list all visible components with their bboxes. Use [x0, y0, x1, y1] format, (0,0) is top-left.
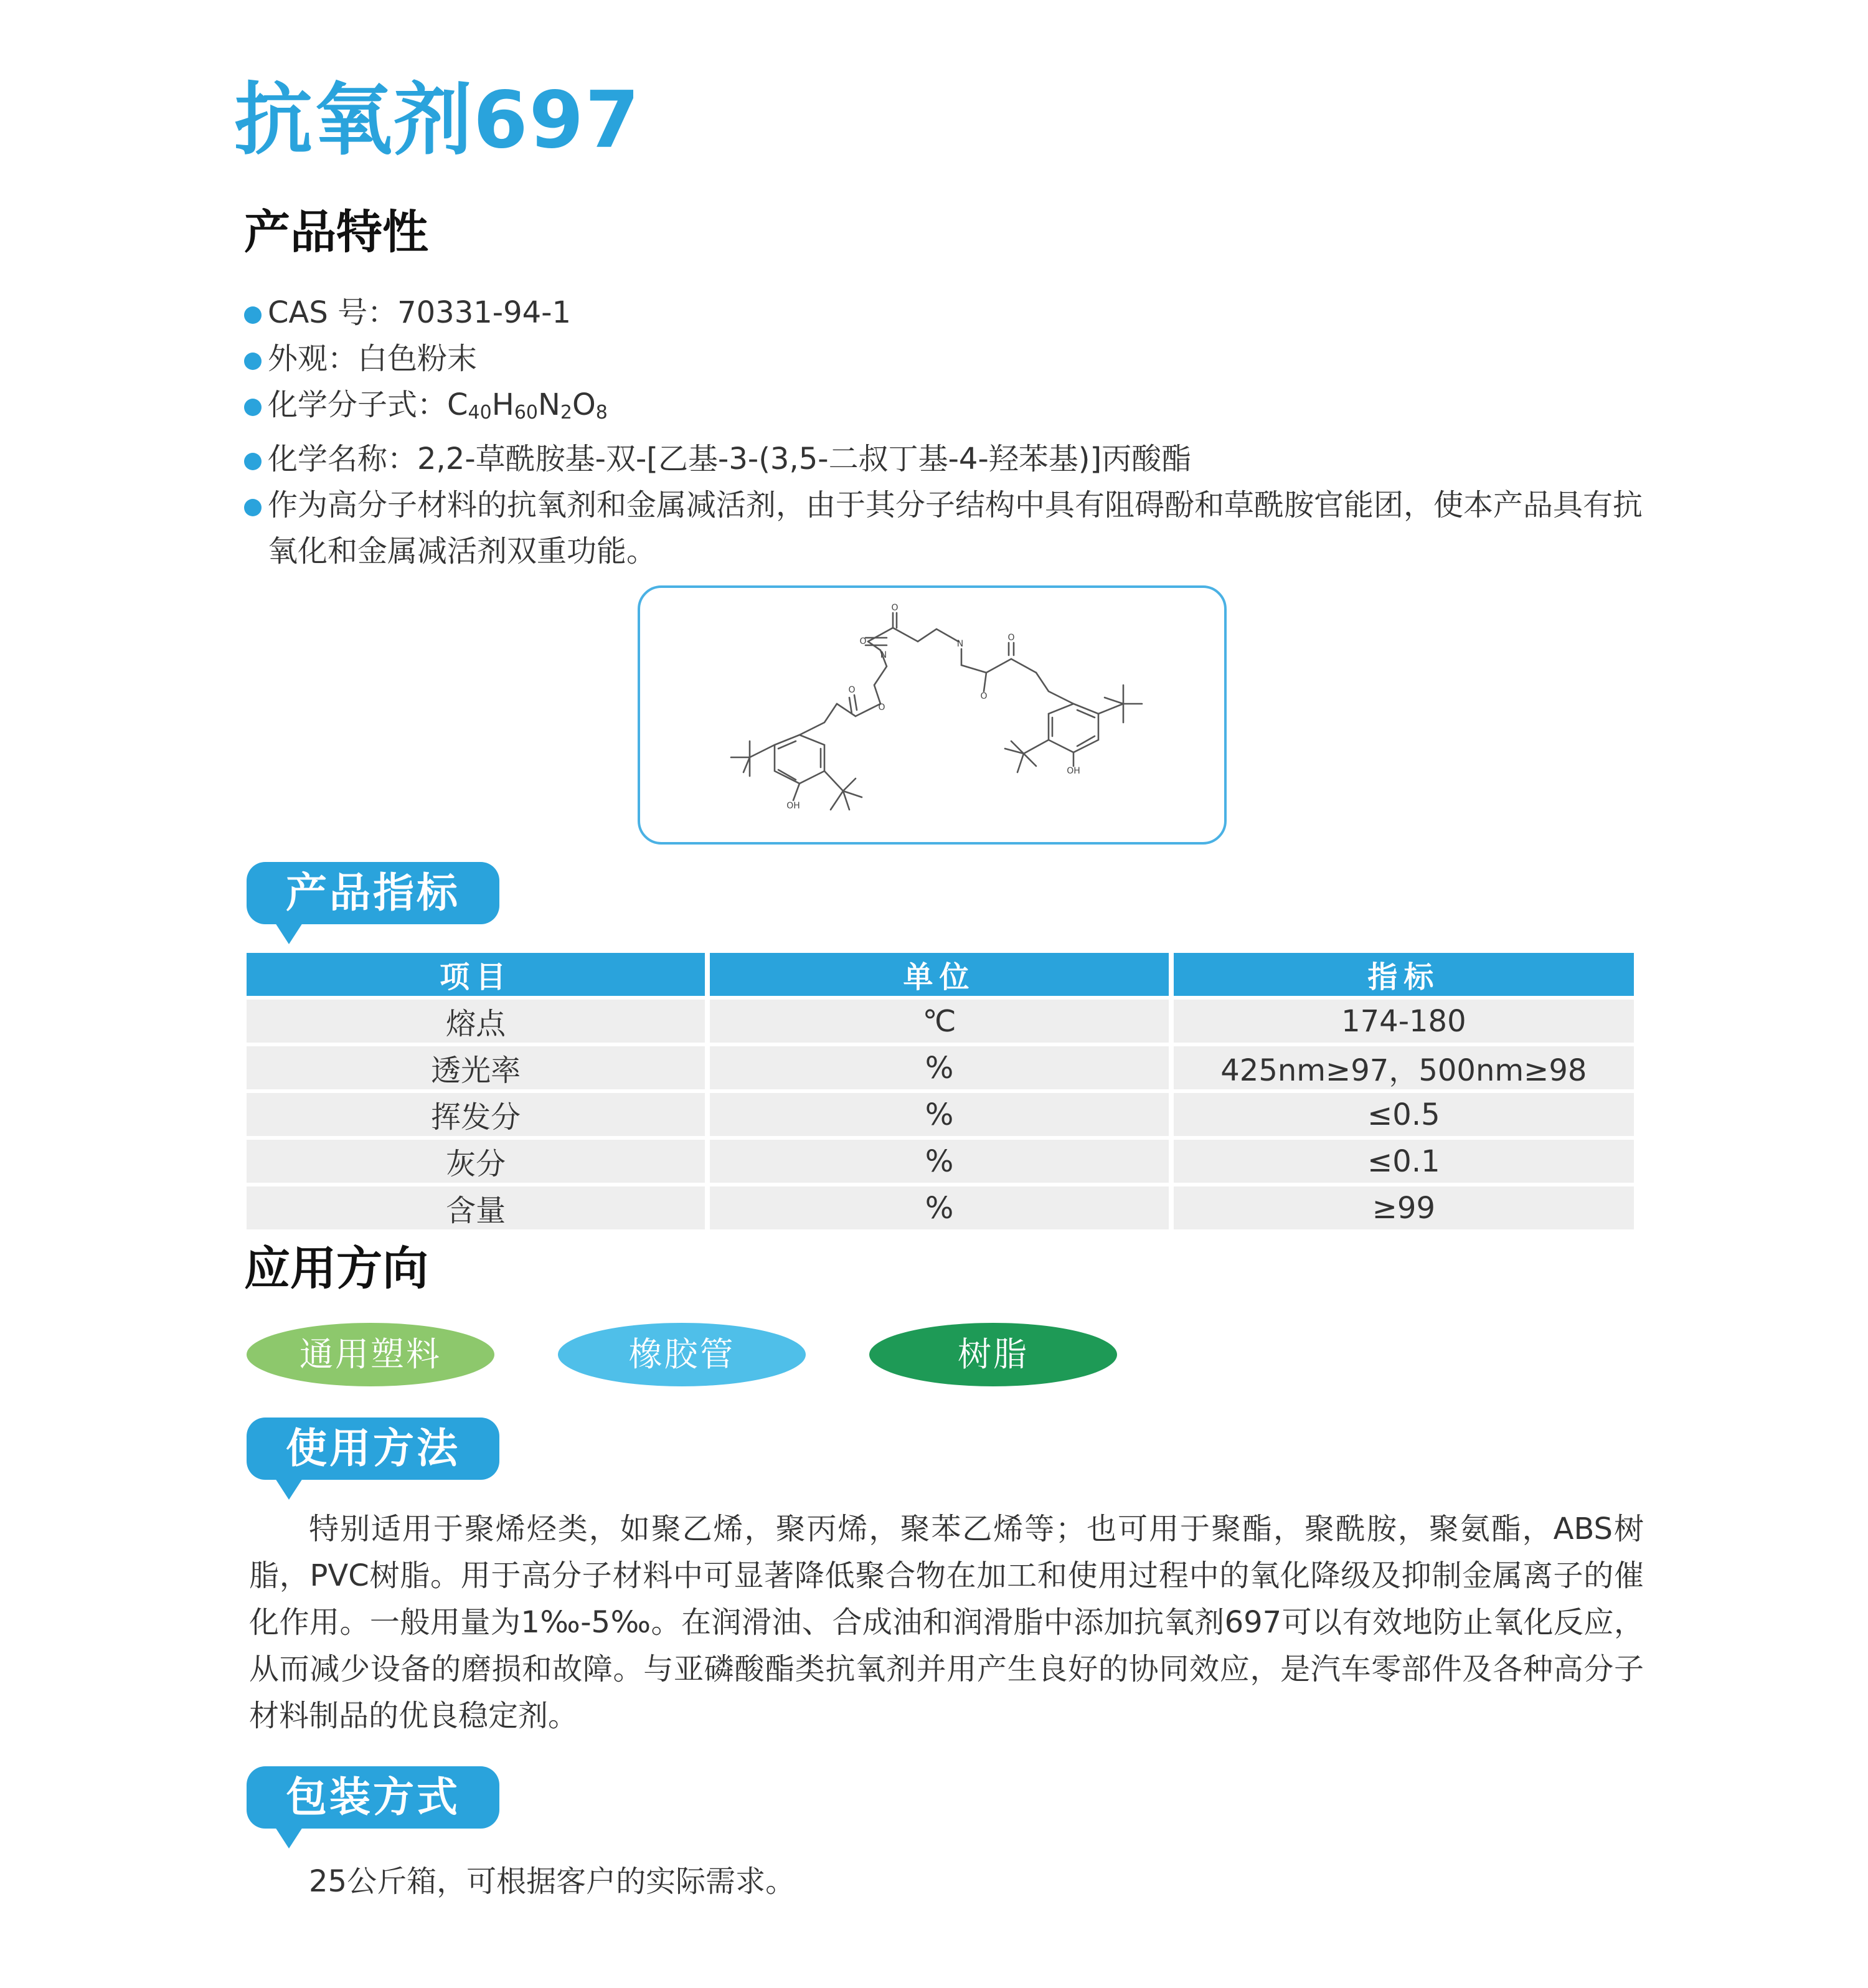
formula-c: C [447, 387, 468, 422]
application-pill-resin: 树脂 [869, 1323, 1117, 1386]
table-row [247, 1140, 1634, 1183]
usage-text: 特别适用于聚烯烃类，如聚乙烯，聚丙烯，聚苯乙烯等；也可用于聚酯，聚酰胺，聚氨酯，ABS树脂，PVC树脂。用于高分子材料中可显著降低聚合物在加工和使用过程中的氧化降级及抑制金属离子的催化作用。一般用量为1‰-5‰。在润滑油、合成油和润滑脂中添加抗氧剂697可以有效地防止氧化反应，从而减少设备的磨损和故障。与亚磷酸酯类抗氧剂并用产生良好的协同效应，是汽车零部件及各种高分子材料制品的优良稳定剂。 [249, 1512, 1644, 1733]
table-row [247, 1046, 1634, 1089]
formula-h: H [491, 387, 514, 422]
bullet-chem-name [244, 436, 1664, 482]
column-header: 指标 [1174, 953, 1634, 996]
table-header-row [247, 953, 1634, 996]
table-cell: % [710, 1093, 1168, 1136]
formula-n-count: 2 [560, 402, 572, 424]
formula-h-count: 60 [514, 402, 538, 424]
cas-text: CAS 号：70331-94-1 [268, 295, 572, 330]
table-cell: ≤0.5 [1174, 1093, 1634, 1136]
atom-label-n: N [956, 639, 964, 649]
structure-box [638, 585, 1227, 845]
atom-label-o: O [980, 691, 988, 701]
atom-label-o: O [878, 703, 885, 712]
packaging-text: 25公斤箱，可根据客户的实际需求。 [309, 1864, 796, 1899]
bullet-appearance [244, 336, 1664, 382]
column-header: 单位 [710, 953, 1168, 996]
tag-pointer [275, 1827, 303, 1848]
molecular-formula [447, 387, 608, 422]
table-cell: 含量 [247, 1186, 705, 1229]
usage-tag-label: 使用方法 [286, 1424, 460, 1472]
bullet-dot-icon [244, 306, 262, 324]
packaging-tag-label: 包装方式 [286, 1773, 460, 1821]
page-title: 抗氧剂697 [234, 74, 641, 166]
bullet-dot-icon [244, 499, 262, 516]
table-cell: ℃ [710, 1000, 1168, 1043]
table-cell: 挥发分 [247, 1093, 705, 1136]
atom-label-n: N [880, 650, 887, 660]
table-cell: ≤0.1 [1174, 1140, 1634, 1183]
formula-c-count: 40 [468, 402, 492, 424]
table-cell: 透光率 [247, 1046, 705, 1089]
table-cell: % [710, 1140, 1168, 1183]
atom-label-oh: OH [1067, 766, 1080, 776]
features-list [244, 290, 1664, 574]
packaging-tag [247, 1766, 499, 1829]
bullet-formula [244, 382, 1664, 436]
atom-label-o: O [891, 603, 899, 613]
atom-label-o: O [848, 685, 856, 695]
description-text: 作为高分子材料的抗氧剂和金属减活剂，由于其分子结构中具有阻碍酚和草酰胺官能团，使本产品具有抗氧化和金属减活剂双重功能。 [268, 488, 1643, 569]
formula-label: 化学分子式： [268, 387, 448, 422]
table-row [247, 1093, 1634, 1136]
formula-o: O [572, 387, 596, 422]
application-pill-rubber-hose: 橡胶管 [558, 1323, 806, 1386]
table-cell: % [710, 1046, 1168, 1089]
application-pill-plastics: 通用塑料 [247, 1323, 494, 1386]
bullet-cas [244, 290, 1664, 336]
formula-n: N [538, 387, 560, 422]
formula-o-count: 8 [595, 402, 608, 424]
features-heading: 产品特性 [244, 206, 428, 259]
table-row [247, 1000, 1634, 1043]
tag-pointer [275, 923, 303, 944]
atom-label-o: O [1007, 633, 1015, 643]
bullet-description [244, 482, 1664, 574]
table-cell: 灰分 [247, 1140, 705, 1183]
table-cell: 174-180 [1174, 1000, 1634, 1043]
atom-label-o: O [859, 637, 867, 646]
table-cell: ≥99 [1174, 1186, 1634, 1229]
atom-label-oh: OH [786, 801, 800, 811]
applications-heading: 应用方向 [244, 1242, 428, 1295]
table-cell: 425nm≥97，500nm≥98 [1174, 1046, 1634, 1089]
bullet-dot-icon [244, 353, 262, 370]
bullet-dot-icon [244, 453, 262, 470]
column-header: 项目 [247, 953, 705, 996]
appearance-text: 外观：白色粉末 [268, 341, 478, 376]
usage-tag [247, 1418, 499, 1480]
spec-table [242, 949, 1639, 1233]
table-row [247, 1186, 1634, 1229]
table-cell: 熔点 [247, 1000, 705, 1043]
spec-tag [247, 862, 499, 924]
tag-pointer [275, 1479, 303, 1500]
bullet-dot-icon [244, 399, 262, 416]
molecular-structure-diagram [638, 585, 1227, 845]
spec-tag-label: 产品指标 [286, 869, 460, 917]
table-cell: % [710, 1186, 1168, 1229]
chem-name-text: 化学名称：2,2-草酰胺基-双-[乙基-3-(3,5-二叔丁基-4-羟苯基)]丙酸酯 [268, 442, 1192, 476]
